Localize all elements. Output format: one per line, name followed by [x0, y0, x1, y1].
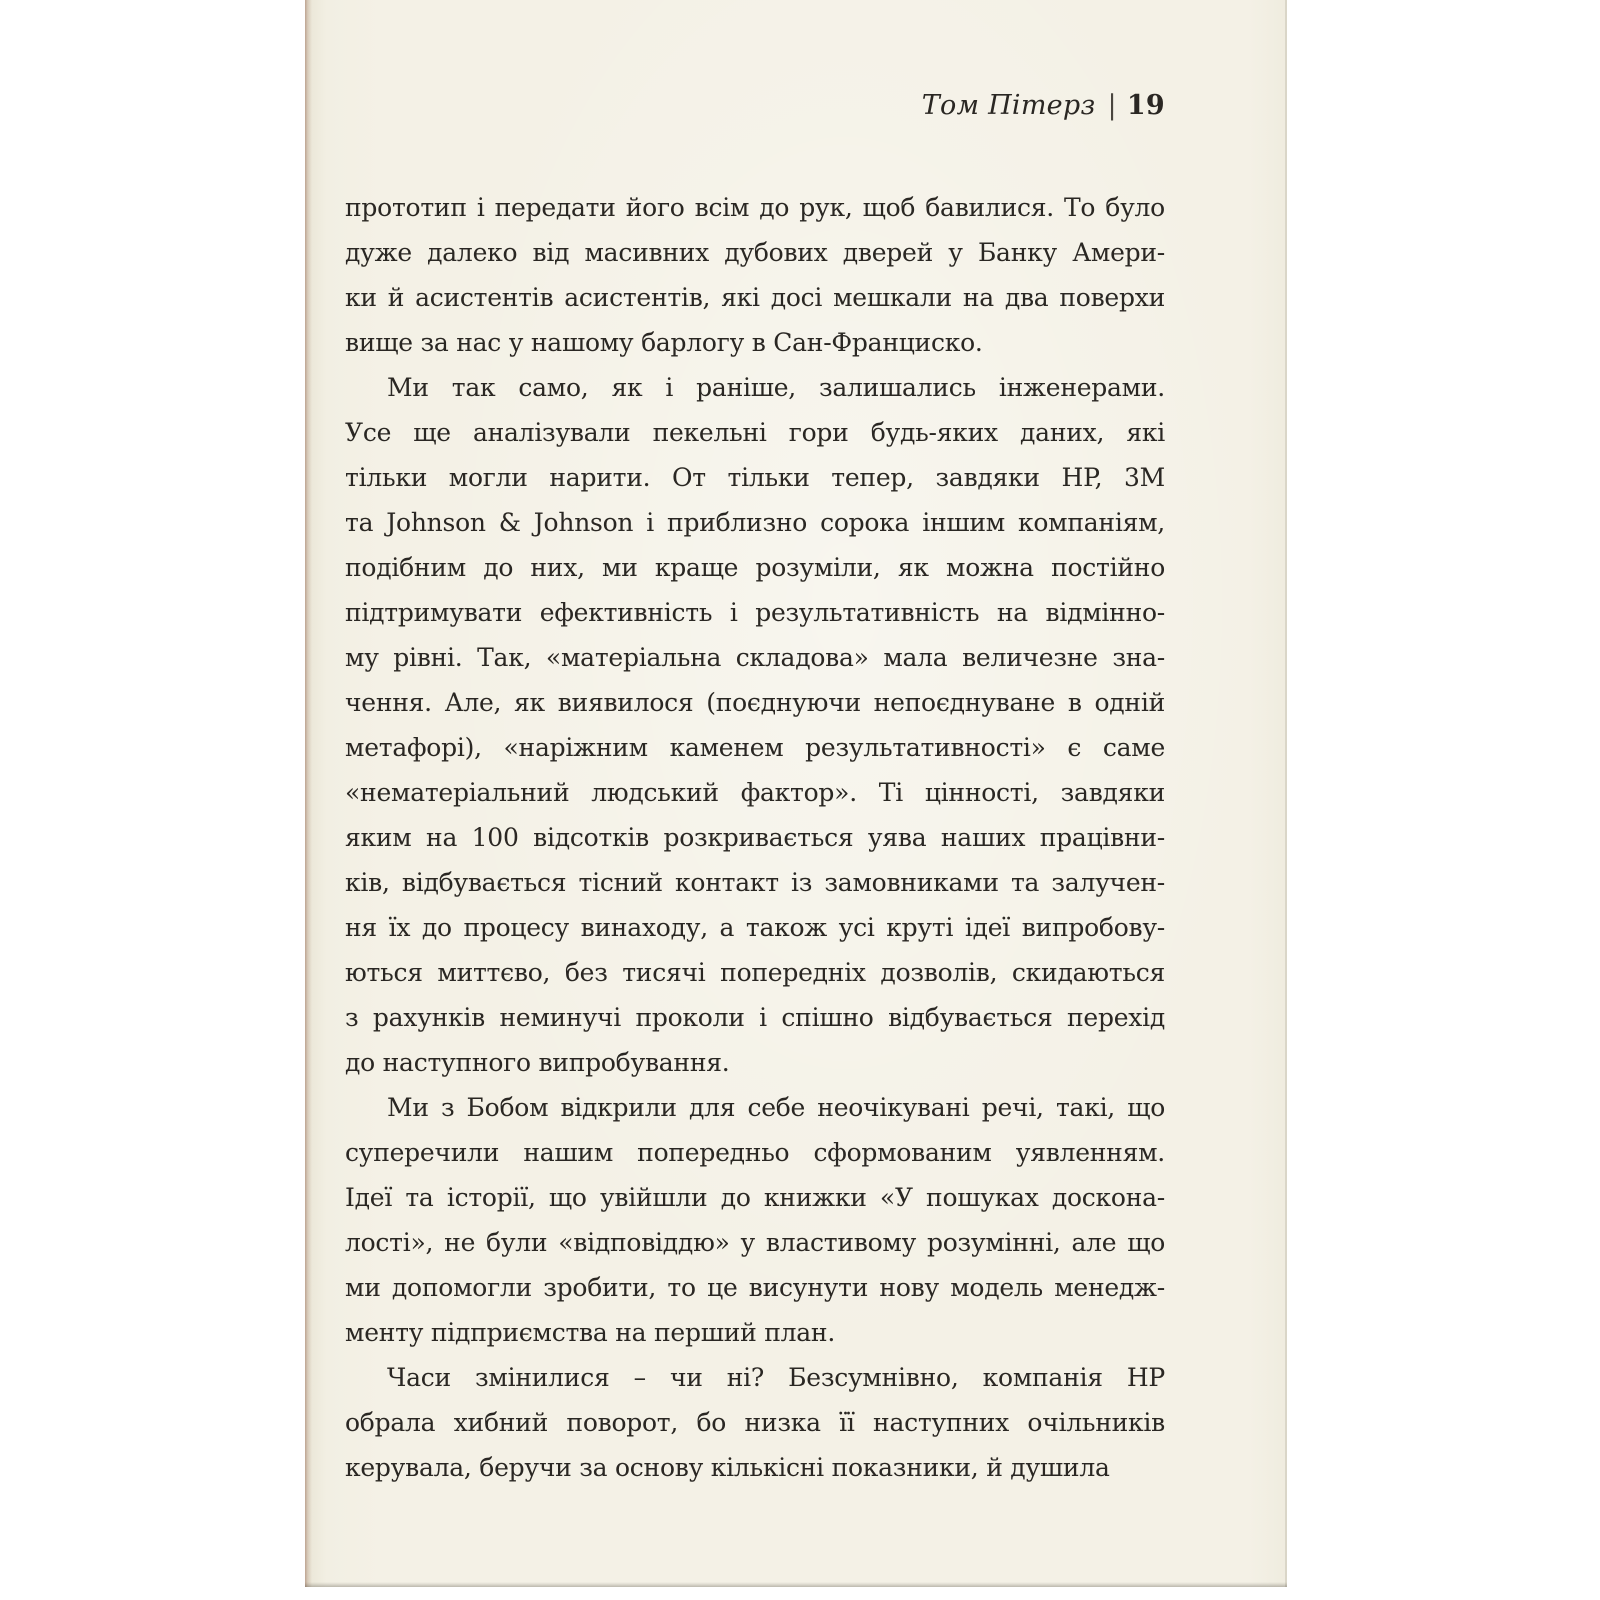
text-line: Ми з Бобом відкрили для себе неочікувані речі, такі, що — [387, 1093, 1165, 1122]
text-line: метафорі), «наріжним каменем результативності» є саме — [345, 733, 1165, 762]
text-line: менту підприємства на перший план. — [345, 1318, 836, 1347]
page-right-edge — [1285, 0, 1287, 1587]
text-line: лості», не були «відповіддю» у властивому розумінні, але що — [345, 1228, 1165, 1257]
running-header-author: Том Пітерз — [921, 90, 1096, 121]
text-line: тільки могли нарити. От тільки тепер, завдяки HP, 3M — [345, 463, 1165, 492]
text-line: ми допомогли зробити, то це висунути нову модель менедж- — [345, 1273, 1165, 1302]
text-line: дуже далеко від масивних дубових дверей у Банку Амери- — [345, 238, 1165, 267]
text-line: ня їх до процесу винаходу, а також усі круті ідеї випробову- — [345, 913, 1165, 942]
running-header-separator: | — [1107, 90, 1117, 121]
text-line: та Johnson & Johnson і приблизно сорока іншим компаніям, — [345, 508, 1165, 537]
text-line: суперечили нашим попередньо сформованим уявленням. — [345, 1138, 1165, 1167]
text-line: ки й асистентів асистентів, які досі мешкали на два поверхи — [345, 283, 1165, 312]
text-line: чення. Але, як виявилося (поєднуючи непоєднуване в одній — [345, 688, 1165, 717]
text-line: Ми так само, як і раніше, залишались інженерами. — [387, 373, 1165, 402]
book-page — [305, 0, 1287, 1587]
text-line: до наступного випробування. — [345, 1048, 730, 1077]
text-line: вище за нас у нашому барлогу в Сан-Франциско. — [345, 328, 983, 357]
text-line: ються миттєво, без тисячі попередніх дозволів, скидаються — [345, 958, 1165, 987]
text-line: ків, відбувається тісний контакт із замовниками та залучен- — [345, 868, 1165, 897]
page-number: 19 — [1126, 90, 1165, 121]
text-line: подібним до них, ми краще розуміли, як можна постійно — [345, 553, 1165, 582]
running-header — [345, 90, 1165, 121]
text-line: прототип і передати його всім до рук, щоб бавилися. То було — [345, 193, 1165, 222]
text-line: підтримувати ефективність і результативність на відмінно- — [345, 598, 1165, 627]
text-line: обрала хибний поворот, бо низка її наступних очільників — [345, 1408, 1165, 1437]
text-line: Усе ще аналізували пекельні гори будь-яких даних, які — [345, 418, 1165, 447]
text-line: «нематеріальний людський фактор». Ті цінності, завдяки — [345, 778, 1165, 807]
text-line: Часи змінилися – чи ні? Безсумнівно, компанія HP — [387, 1363, 1165, 1392]
text-line: яким на 100 відсотків розкривається уява наших працівни- — [345, 823, 1165, 852]
text-line: з рахунків неминучі проколи і спішно відбувається перехід — [345, 1003, 1165, 1032]
text-line: керувала, беручи за основу кількісні показники, й душила — [345, 1453, 1110, 1482]
text-line: Ідеї та історії, що увійшли до книжки «У пошуках доскона- — [345, 1183, 1165, 1212]
body-text — [345, 185, 1165, 1490]
text-line: му рівні. Так, «матеріальна складова» мала величезне зна- — [345, 643, 1165, 672]
